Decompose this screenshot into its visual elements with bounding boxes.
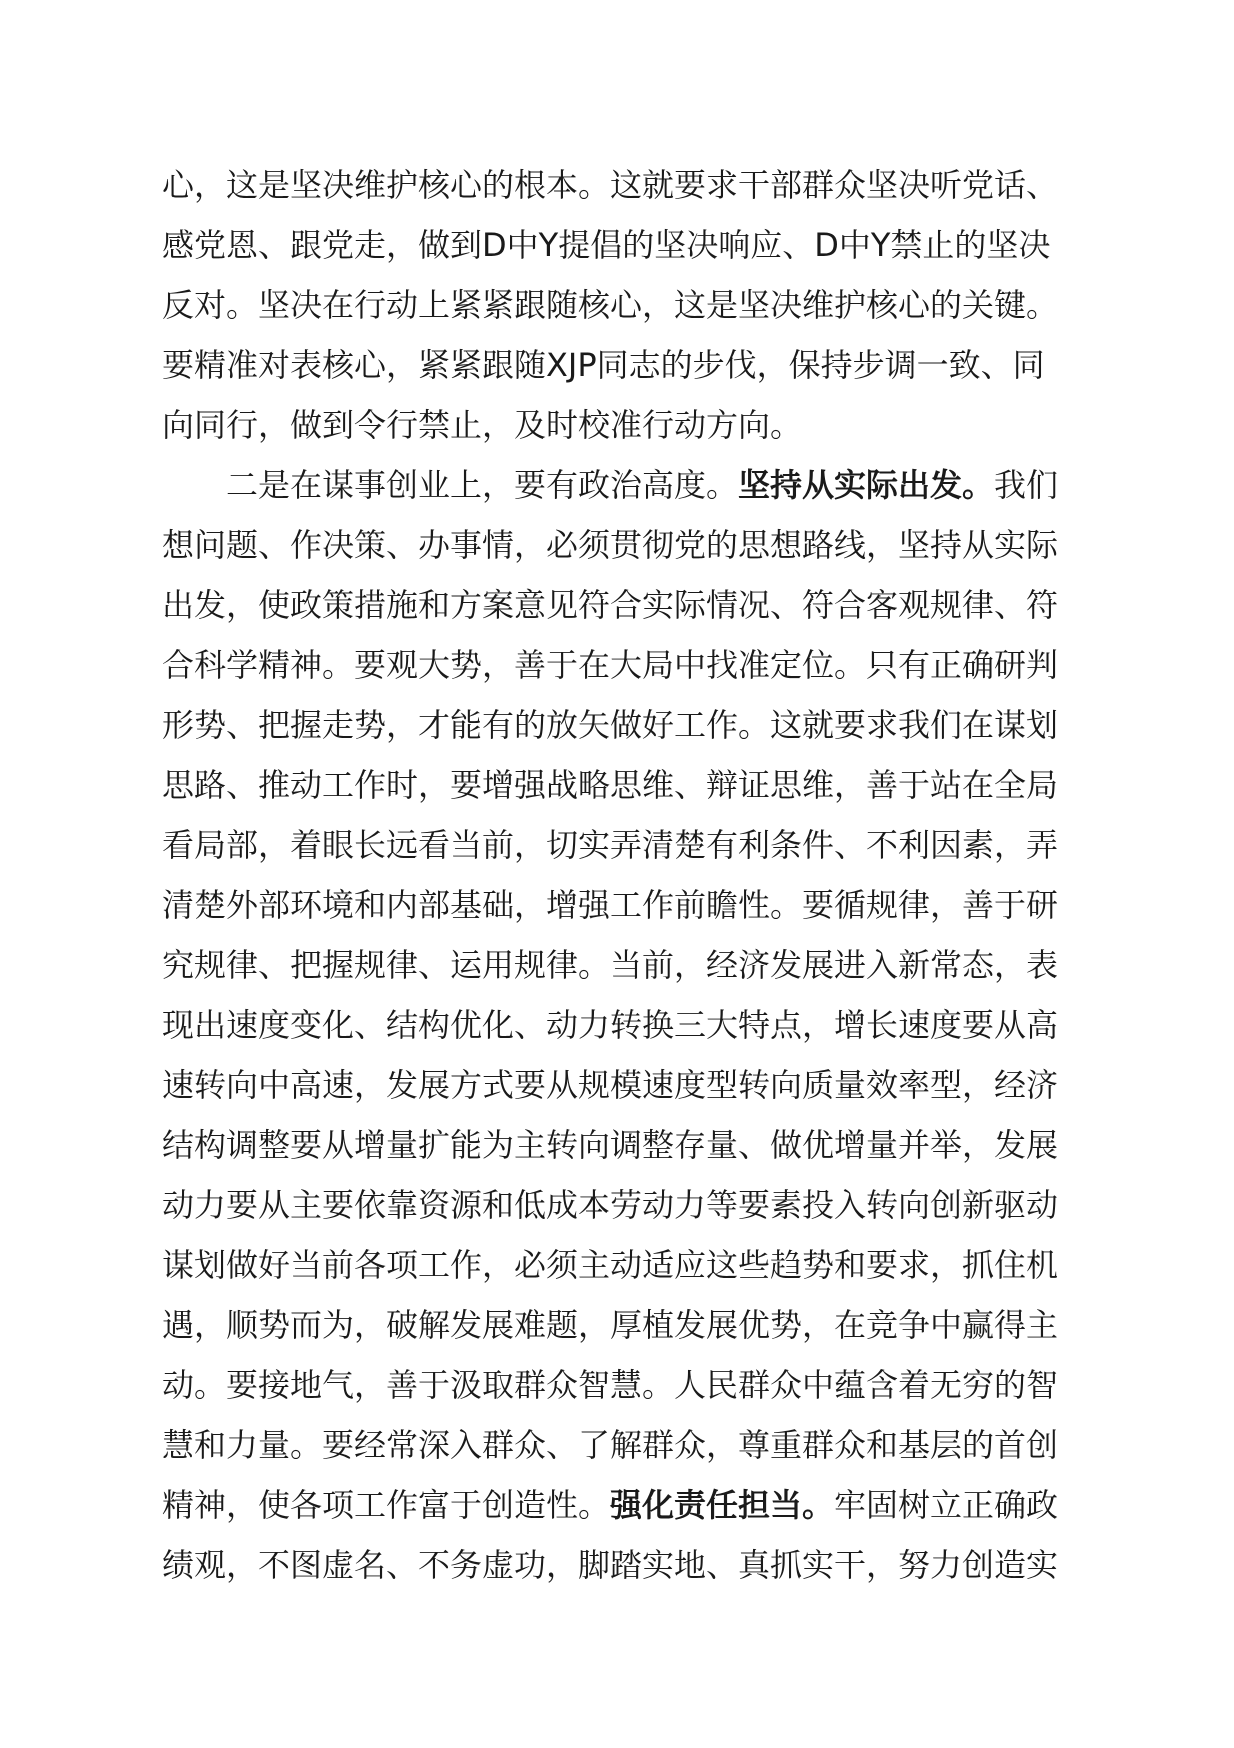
line-text: 谋划做好当前各项工作，必须主动适应这些趋势和要求，抓住机 xyxy=(162,1246,1059,1284)
line-text: 动。要接地气，善于汲取群众智慧。人民群众中蕴含着无穷的智 xyxy=(162,1366,1059,1404)
text-line xyxy=(162,635,1112,695)
paragraph-start-line xyxy=(162,455,1112,515)
text-line xyxy=(162,1535,1112,1595)
text-line xyxy=(162,875,1112,935)
line-text: 感党恩、跟党走，做到D中Y提倡的坚决响应、D中Y禁止的坚决 xyxy=(162,226,1051,264)
body-text xyxy=(162,155,1112,1595)
text-line xyxy=(162,935,1112,995)
text-line xyxy=(162,815,1112,875)
text-line xyxy=(162,1415,1112,1475)
line-text: 向同行，做到令行禁止，及时校准行动方向。 xyxy=(162,406,803,444)
text-line xyxy=(162,215,1112,275)
text-line xyxy=(162,1055,1112,1115)
line-text: 二是在谋事创业上，要有政治高度。 xyxy=(226,466,739,504)
line-text: 出发，使政策措施和方案意见符合实际情况、符合客观规律、符 xyxy=(162,586,1059,624)
text-line xyxy=(162,1235,1112,1295)
text-line xyxy=(162,695,1112,755)
text-line xyxy=(162,995,1112,1055)
line-text: 现出速度变化、结构优化、动力转换三大特点，增长速度要从高 xyxy=(162,1006,1059,1044)
text-line xyxy=(162,1295,1112,1355)
line-text: 想问题、作决策、办事情，必须贯彻党的思想路线，坚持从实际 xyxy=(162,526,1059,564)
text-line xyxy=(162,1175,1112,1235)
line-text: 究规律、把握规律、运用规律。当前，经济发展进入新常态，表 xyxy=(162,946,1059,984)
line-text: 遇，顺势而为，破解发展难题，厚植发展优势，在竞争中赢得主 xyxy=(162,1306,1059,1344)
line-text: 要精准对表核心，紧紧跟随XJP同志的步伐，保持步调一致、同 xyxy=(162,346,1045,384)
line-text: 速转向中高速，发展方式要从规模速度型转向质量效率型，经济 xyxy=(162,1066,1059,1104)
line-text: 形势、把握走势，才能有的放矢做好工作。这就要求我们在谋划 xyxy=(162,706,1059,744)
text-line xyxy=(162,575,1112,635)
line-text: 看局部，着眼长远看当前，切实弄清楚有利条件、不利因素，弄 xyxy=(162,826,1059,864)
text-line xyxy=(162,395,1112,455)
line-text: 合科学精神。要观大势，善于在大局中找准定位。只有正确研判 xyxy=(162,646,1059,684)
line-text: 结构调整要从增量扩能为主转向调整存量、做优增量并举，发展 xyxy=(162,1126,1059,1164)
text-line xyxy=(162,755,1112,815)
line-text: 动力要从主要依靠资源和低成本劳动力等要素投入转向创新驱动 xyxy=(162,1186,1059,1224)
text-line xyxy=(162,275,1112,335)
text-line xyxy=(162,515,1112,575)
line-text: 反对。坚决在行动上紧紧跟随核心，这是坚决维护核心的关键。 xyxy=(162,286,1059,324)
line-text: 牢固树立正确政 xyxy=(834,1486,1059,1524)
line-text: 绩观，不图虚名、不务虚功，脚踏实地、真抓实干，努力创造实 xyxy=(162,1546,1059,1584)
line-text: 心，这是坚决维护核心的根本。这就要求干部群众坚决听党话、 xyxy=(162,166,1059,204)
line-text: 精神，使各项工作富于创造性。 xyxy=(162,1486,611,1524)
line-text: 我们 xyxy=(994,466,1059,504)
line-text: 慧和力量。要经常深入群众、了解群众，尊重群众和基层的首创 xyxy=(162,1426,1059,1464)
line-text: 清楚外部环境和内部基础，增强工作前瞻性。要循规律，善于研 xyxy=(162,886,1059,924)
bold-heading: 坚持从实际出发。 xyxy=(738,466,995,504)
text-line xyxy=(162,1475,1112,1535)
bold-heading: 强化责任担当。 xyxy=(610,1486,835,1524)
text-line xyxy=(162,335,1112,395)
text-line xyxy=(162,1355,1112,1415)
line-text: 思路、推动工作时，要增强战略思维、辩证思维，善于站在全局 xyxy=(162,766,1059,804)
text-line xyxy=(162,155,1112,215)
text-line xyxy=(162,1115,1112,1175)
